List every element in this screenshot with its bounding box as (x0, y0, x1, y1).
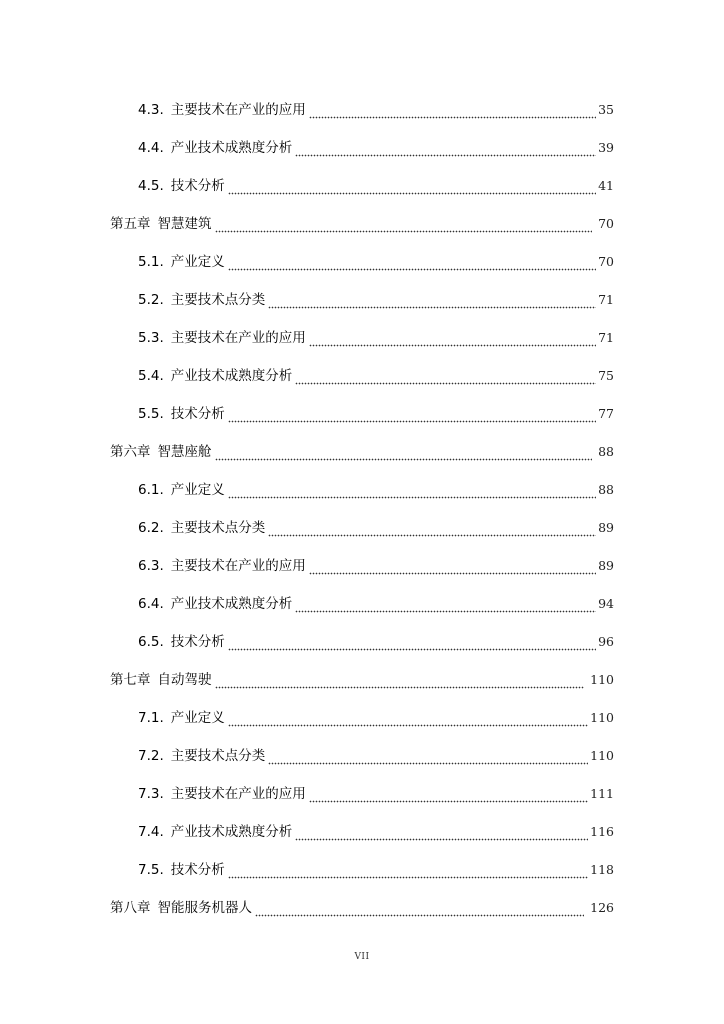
toc-entry-page: 116 (590, 824, 614, 839)
toc-section-entry[interactable] (0, 623, 724, 661)
toc-entry-title: 产业技术成熟度分析 (170, 596, 293, 612)
toc-dot-leader (228, 487, 596, 499)
toc-dot-leader (268, 753, 588, 765)
toc-dot-leader (309, 107, 596, 119)
toc-entry-page: 110 (590, 748, 614, 763)
toc-entry-page: 111 (590, 786, 614, 801)
toc-dot-leader (228, 867, 588, 879)
toc-entry-title: 技术分析 (170, 178, 225, 194)
toc-entry-label (138, 366, 292, 386)
toc-section-entry[interactable] (0, 167, 724, 205)
toc-entry-number: 7.1. (138, 710, 164, 726)
toc-entry-title: 主要技术点分类 (170, 748, 266, 764)
toc-dot-leader (295, 373, 596, 385)
toc-entry-page: 70 (598, 254, 614, 269)
table-of-contents (0, 91, 724, 927)
toc-dot-leader (228, 715, 588, 727)
toc-entry-page: 96 (598, 634, 614, 649)
toc-entry-title: 主要技术在产业的应用 (170, 102, 306, 118)
toc-dot-leader (295, 145, 596, 157)
toc-entry-number: 4.5. (138, 178, 164, 194)
toc-entry-page: 71 (598, 292, 614, 307)
toc-dot-leader (295, 829, 588, 841)
toc-section-entry[interactable] (0, 357, 724, 395)
toc-entry-title: 主要技术点分类 (170, 520, 266, 536)
toc-entry-label (110, 670, 212, 690)
toc-section-entry[interactable] (0, 471, 724, 509)
toc-entry-label (110, 898, 252, 918)
toc-dot-leader (228, 183, 596, 195)
toc-entry-page: 110 (590, 710, 614, 725)
toc-dot-leader (228, 639, 596, 651)
toc-entry-number: 6.2. (138, 520, 164, 536)
toc-entry-page: 88 (598, 444, 614, 459)
toc-entry-number: 第七章 (110, 672, 151, 688)
toc-entry-page: 41 (598, 178, 614, 193)
toc-entry-label (138, 138, 292, 158)
toc-dot-leader (215, 221, 593, 233)
toc-entry-page: 70 (598, 216, 614, 231)
toc-entry-label (138, 594, 292, 614)
toc-section-entry[interactable] (0, 91, 724, 129)
toc-chapter-entry[interactable] (0, 433, 724, 471)
toc-dot-leader (295, 601, 596, 613)
toc-dot-leader (255, 905, 584, 917)
toc-entry-label (138, 784, 306, 804)
toc-section-entry[interactable] (0, 813, 724, 851)
toc-entry-label (138, 708, 225, 728)
toc-section-entry[interactable] (0, 243, 724, 281)
toc-entry-page: 110 (590, 672, 614, 687)
toc-entry-title: 智慧座舱 (157, 444, 212, 460)
toc-entry-number: 4.3. (138, 102, 164, 118)
toc-entry-page: 75 (598, 368, 614, 383)
toc-entry-title: 产业定义 (170, 254, 225, 270)
toc-entry-number: 5.5. (138, 406, 164, 422)
toc-entry-title: 技术分析 (170, 862, 225, 878)
toc-entry-label (138, 632, 225, 652)
toc-entry-page: 89 (598, 520, 614, 535)
toc-dot-leader (228, 259, 596, 271)
toc-entry-title: 产业技术成熟度分析 (170, 824, 293, 840)
toc-section-entry[interactable] (0, 281, 724, 319)
toc-entry-title: 自动驾驶 (157, 672, 212, 688)
toc-entry-title: 技术分析 (170, 406, 225, 422)
toc-entry-page: 77 (598, 406, 614, 421)
toc-dot-leader (309, 791, 588, 803)
toc-entry-label (138, 252, 225, 272)
toc-entry-number: 第六章 (110, 444, 151, 460)
page-number-footer: VII (354, 952, 370, 962)
toc-entry-page: 88 (598, 482, 614, 497)
toc-entry-number: 5.2. (138, 292, 164, 308)
toc-entry-label (138, 860, 225, 880)
toc-entry-number: 6.4. (138, 596, 164, 612)
toc-entry-page: 89 (598, 558, 614, 573)
toc-section-entry[interactable] (0, 395, 724, 433)
toc-section-entry[interactable] (0, 775, 724, 813)
toc-entry-number: 5.4. (138, 368, 164, 384)
toc-section-entry[interactable] (0, 737, 724, 775)
toc-entry-number: 4.4. (138, 140, 164, 156)
toc-entry-label (138, 328, 306, 348)
toc-entry-page: 35 (598, 102, 614, 117)
toc-section-entry[interactable] (0, 851, 724, 889)
toc-entry-page: 94 (598, 596, 614, 611)
toc-entry-title: 产业定义 (170, 482, 225, 498)
toc-entry-label (138, 290, 265, 310)
toc-entry-label (110, 442, 212, 462)
toc-entry-title: 智能服务机器人 (157, 900, 252, 916)
toc-entry-number: 5.3. (138, 330, 164, 346)
toc-entry-title: 主要技术在产业的应用 (170, 786, 306, 802)
toc-entry-number: 第五章 (110, 216, 151, 232)
toc-entry-page: 126 (590, 900, 614, 915)
toc-entry-number: 7.3. (138, 786, 164, 802)
toc-entry-label (138, 822, 292, 842)
toc-entry-label (138, 480, 225, 500)
toc-entry-number: 6.3. (138, 558, 164, 574)
toc-entry-number: 7.2. (138, 748, 164, 764)
toc-chapter-entry[interactable] (0, 889, 724, 927)
toc-entry-title: 主要技术在产业的应用 (170, 558, 306, 574)
toc-entry-label (138, 176, 225, 196)
toc-dot-leader (215, 677, 585, 689)
toc-dot-leader (268, 297, 596, 309)
toc-entry-number: 5.1. (138, 254, 164, 270)
toc-dot-leader (215, 449, 593, 461)
toc-entry-label (138, 556, 306, 576)
toc-entry-title: 产业定义 (170, 710, 225, 726)
toc-section-entry[interactable] (0, 509, 724, 547)
toc-section-entry[interactable] (0, 699, 724, 737)
toc-section-entry[interactable] (0, 585, 724, 623)
toc-entry-number: 7.4. (138, 824, 164, 840)
toc-entry-title: 主要技术点分类 (170, 292, 266, 308)
toc-entry-number: 6.1. (138, 482, 164, 498)
toc-chapter-entry[interactable] (0, 661, 724, 699)
toc-entry-label (138, 518, 265, 538)
toc-entry-label (138, 404, 225, 424)
toc-entry-title: 主要技术在产业的应用 (170, 330, 306, 346)
toc-entry-number: 7.5. (138, 862, 164, 878)
toc-dot-leader (309, 335, 596, 347)
toc-entry-title: 智慧建筑 (157, 216, 212, 232)
toc-section-entry[interactable] (0, 319, 724, 357)
toc-entry-page: 71 (598, 330, 614, 345)
toc-dot-leader (228, 411, 596, 423)
toc-entry-label (110, 214, 212, 234)
toc-entry-title: 技术分析 (170, 634, 225, 650)
toc-entry-label (138, 746, 265, 766)
toc-entry-label (138, 100, 306, 120)
toc-dot-leader (309, 563, 596, 575)
toc-section-entry[interactable] (0, 129, 724, 167)
toc-entry-title: 产业技术成熟度分析 (170, 140, 293, 156)
toc-entry-page: 118 (590, 862, 614, 877)
toc-dot-leader (268, 525, 596, 537)
toc-entry-number: 第八章 (110, 900, 151, 916)
toc-entry-number: 6.5. (138, 634, 164, 650)
toc-entry-title: 产业技术成熟度分析 (170, 368, 293, 384)
toc-entry-page: 39 (598, 140, 614, 155)
toc-chapter-entry[interactable] (0, 205, 724, 243)
toc-section-entry[interactable] (0, 547, 724, 585)
